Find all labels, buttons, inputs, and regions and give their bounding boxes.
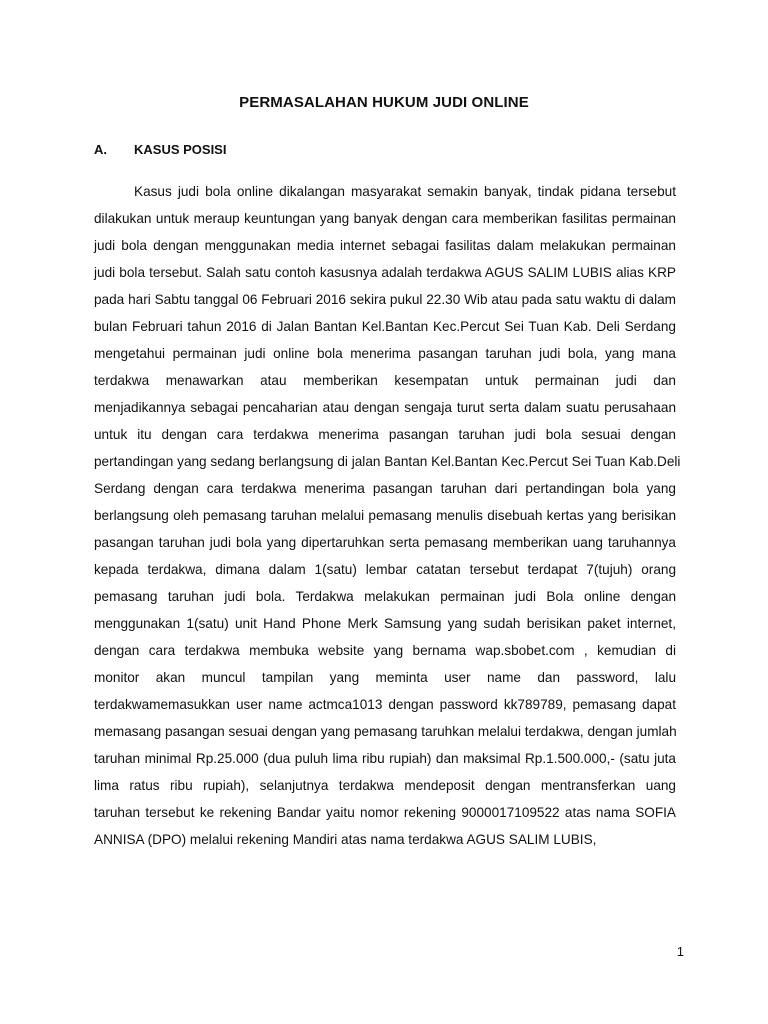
paragraph-line: Kasus judi bola online dikalangan masyarakat semakin banyak, tindak pidana tersebut xyxy=(134,184,676,199)
paragraph-line: terdakwamemasukkan user name actmca1013 dengan password kk789789, pemasang dapat xyxy=(94,697,676,712)
paragraph-line: judi bola dengan menggunakan media internet sebagai fasilitas dalam melakukan permainan xyxy=(94,238,676,253)
section-heading xyxy=(94,142,226,157)
paragraph-line: Serdang dengan cara terdakwa menerima pasangan taruhan dari pertandingan bola yang xyxy=(94,481,676,496)
paragraph-line: dengan cara terdakwa membuka website yang bernama wap.sbobet.com , kemudian di xyxy=(94,643,676,658)
paragraph-line: taruhan minimal Rp.25.000 (dua puluh lima ribu rupiah) dan maksimal Rp.1.500.000,- (satu juta xyxy=(94,751,676,766)
paragraph-line: menggunakan 1(satu) unit Hand Phone Merk Samsung yang sudah berisikan paket internet, xyxy=(94,616,676,631)
paragraph-line: dilakukan untuk meraup keuntungan yang banyak dengan cara memberikan fasilitas permainan xyxy=(94,211,676,226)
paragraph-line: monitor akan muncul tampilan yang meminta user name dan password, lalu xyxy=(94,670,676,685)
paragraph-line: mengetahui permainan judi online bola menerima pasangan taruhan judi bola, yang mana xyxy=(94,346,676,361)
paragraph-line: memasang pasangan sesuai dengan yang pemasang taruhkan melalui terdakwa, dengan jumlah xyxy=(94,724,677,739)
paragraph-line: menjadikannya sebagai pencaharian atau dengan sengaja turut serta dalam suatu perusahaan xyxy=(94,400,676,415)
paragraph-line: untuk itu dengan cara terdakwa menerima pasangan taruhan judi bola sesuai dengan xyxy=(94,427,676,442)
paragraph-line: berlangsung oleh pemasang taruhan melalui pemasang menulis disebuah kertas yang berisikan xyxy=(94,508,676,523)
paragraph-line: ANNISA (DPO) melalui rekening Mandiri atas nama terdakwa AGUS SALIM LUBIS, xyxy=(94,832,597,847)
paragraph-line: terdakwa menawarkan atau memberikan kesempatan untuk permainan judi dan xyxy=(94,373,676,388)
paragraph-line: kepada terdakwa, dimana dalam 1(satu) lembar catatan tersebut terdapat 7(tujuh) orang xyxy=(94,562,676,577)
paragraph-line: pertandingan yang sedang berlangsung di jalan Bantan Kel.Bantan Kec.Percut Sei Tuan Kab.Deli xyxy=(94,454,681,469)
paragraph-line: lima ratus ribu rupiah), selanjutnya terdakwa mendeposit dengan mentransferkan uang xyxy=(94,778,676,793)
body-paragraph xyxy=(94,178,681,853)
section-number: A. xyxy=(94,142,107,157)
section-title: KASUS POSISI xyxy=(134,142,227,157)
page-number: 1 xyxy=(676,944,684,959)
paragraph-line: pada hari Sabtu tanggal 06 Februari 2016 sekira pukul 22.30 Wib atau pada satu waktu di dalam xyxy=(94,292,676,307)
paragraph-line: pemasang taruhan judi bola. Terdakwa melakukan permainan judi Bola online dengan xyxy=(94,589,676,604)
paragraph-line: bulan Februari tahun 2016 di Jalan Bantan Kel.Bantan Kec.Percut Sei Tuan Kab. Deli Serdang xyxy=(94,319,676,334)
paragraph-line: judi bola tersebut. Salah satu contoh kasusnya adalah terdakwa AGUS SALIM LUBIS alias KRP xyxy=(94,265,676,280)
paragraph-line: pasangan taruhan judi bola yang dipertaruhkan serta pemasang memberikan uang taruhannya xyxy=(94,535,676,550)
paragraph-line: taruhan tersebut ke rekening Bandar yaitu nomor rekening 9000017109522 atas nama SOFIA xyxy=(94,805,676,820)
document-title: PERMASALAHAN HUKUM JUDI ONLINE xyxy=(239,94,529,111)
